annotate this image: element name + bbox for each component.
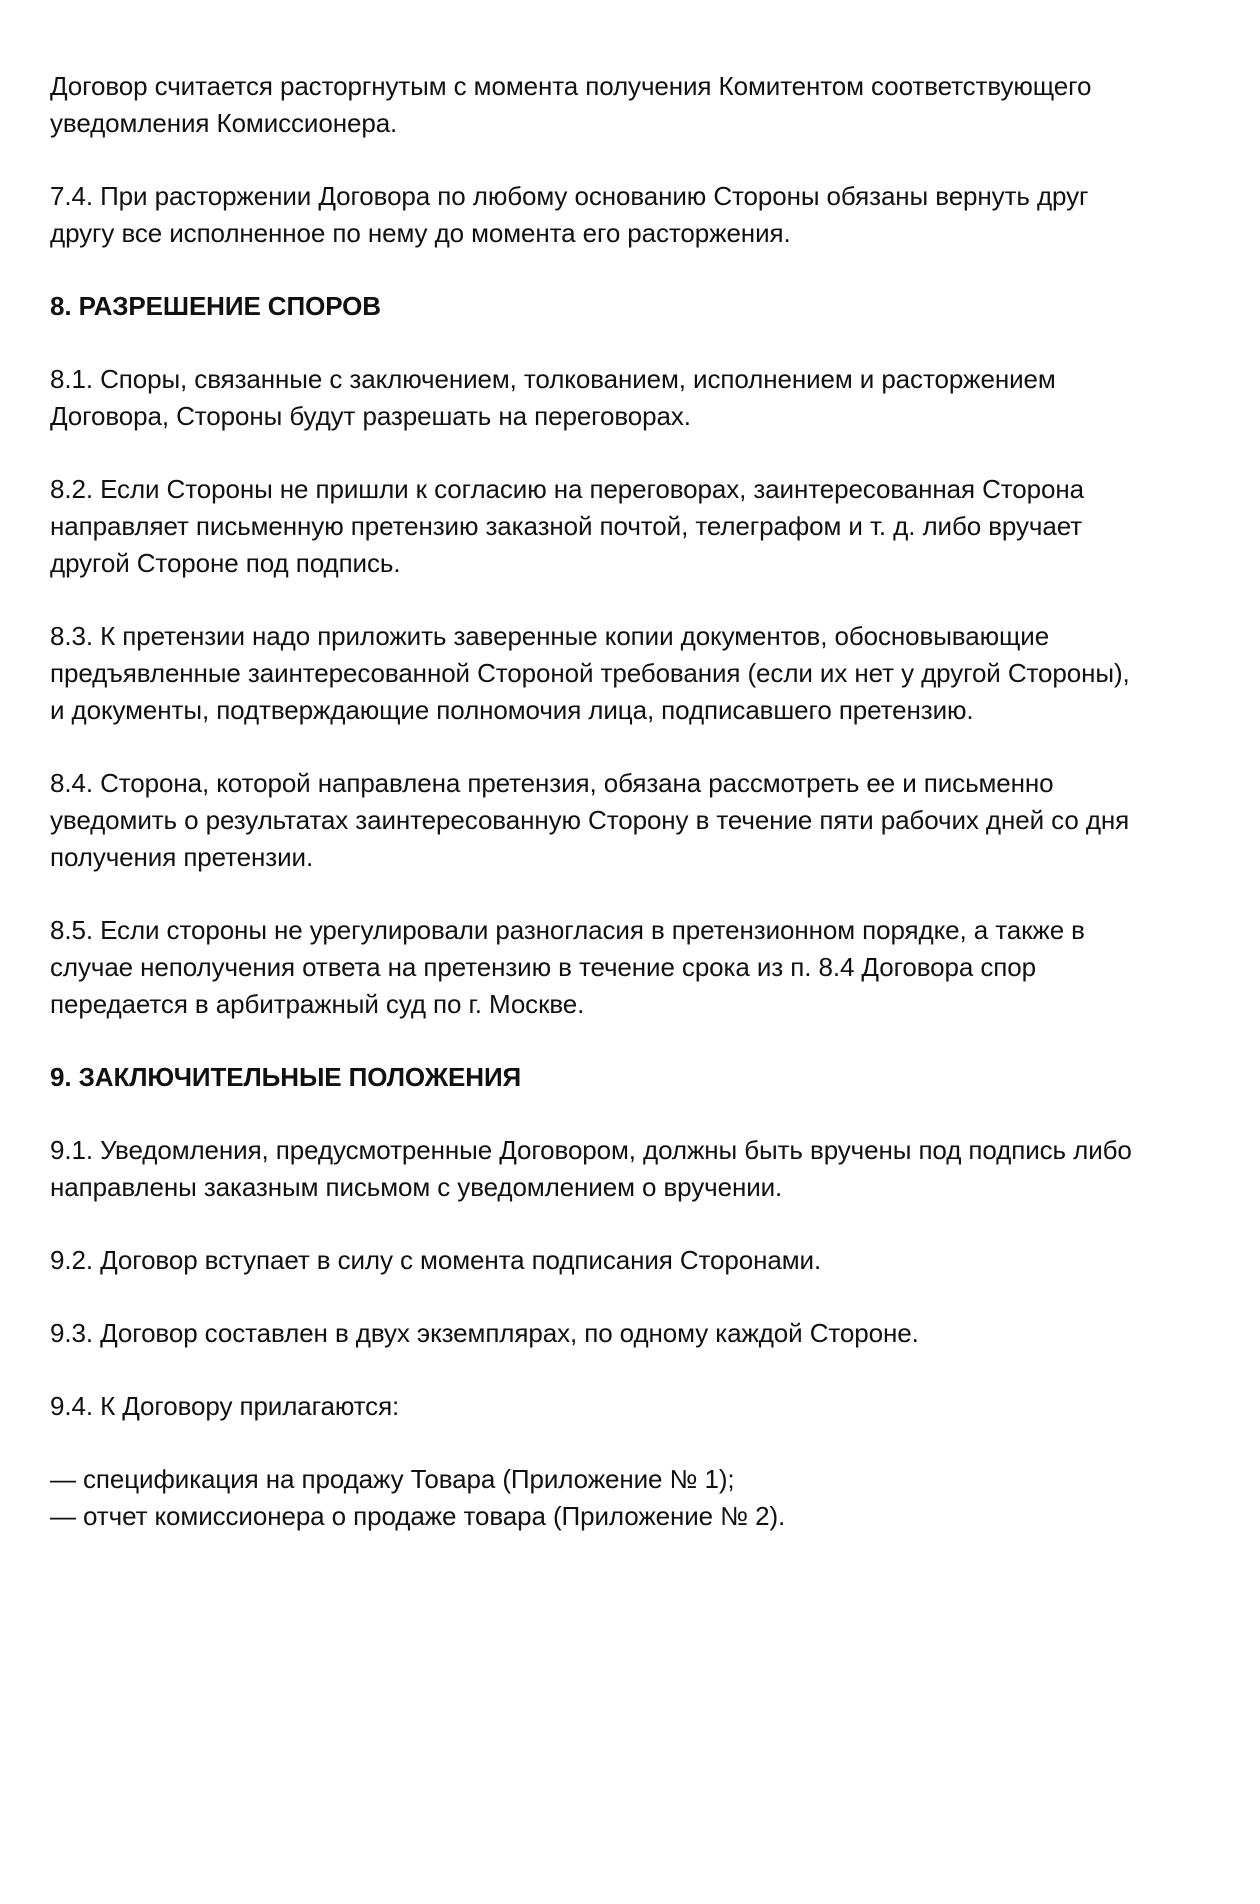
document-body bbox=[50, 68, 1220, 1535]
paragraph-termination-notice: Договор считается расторгнутым с момента получения Комитентом соответствующего уведомления Комиссионера. bbox=[50, 71, 1092, 138]
paragraph-8-3: 8.3. К претензии надо приложить заверенные копии документов, обосновывающие предъявленные заинтересованной Стороной требования (если их нет у другой Стороны), и документы, подтверждающие полномочия лица, подписавшего претензию. bbox=[50, 621, 1130, 725]
attachment-item: — спецификация на продажу Товара (Приложение № 1); bbox=[50, 1464, 735, 1494]
paragraph-8-2: 8.2. Если Стороны не пришли к согласию на переговорах, заинтересованная Сторона направляет письменную претензию заказной почтой, телеграфом и т. д. либо вручает другой Стороне под подпись. bbox=[50, 474, 1085, 578]
section-heading-8: 8. РАЗРЕШЕНИЕ СПОРОВ bbox=[50, 291, 381, 321]
paragraph-7-4: 7.4. При расторжении Договора по любому основанию Стороны обязаны вернуть друг другу все исполненное по нему до момента его расторжения. bbox=[50, 181, 1089, 248]
attachment-item: — отчет комиссионера о продаже товара (Приложение № 2). bbox=[50, 1501, 786, 1531]
paragraph-9-1: 9.1. Уведомления, предусмотренные Договором, должны быть вручены под подпись либо направлены заказным письмом с уведомлением о вручении. bbox=[50, 1135, 1132, 1202]
paragraph-9-2: 9.2. Договор вступает в силу с момента подписания Сторонами. bbox=[50, 1245, 822, 1275]
paragraph-8-1: 8.1. Споры, связанные с заключением, толкованием, исполнением и расторжением Договора, Стороны будут разрешать на переговорах. bbox=[50, 364, 1056, 431]
attachments-list bbox=[50, 1461, 1220, 1535]
section-heading-9: 9. ЗАКЛЮЧИТЕЛЬНЫЕ ПОЛОЖЕНИЯ bbox=[50, 1062, 522, 1092]
paragraph-9-3: 9.3. Договор составлен в двух экземплярах, по одному каждой Стороне. bbox=[50, 1318, 919, 1348]
paragraph-9-4: 9.4. К Договору прилагаются: bbox=[50, 1391, 400, 1421]
paragraph-8-4: 8.4. Сторона, которой направлена претензия, обязана рассмотреть ее и письменно уведомить о результатах заинтересованную Сторону в течение пяти рабочих дней со дня получения претензии. bbox=[50, 768, 1130, 872]
paragraph-8-5: 8.5. Если стороны не урегулировали разногласия в претензионном порядке, а также в случае неполучения ответа на претензию в течение срока из п. 8.4 Договора спор передается в арбитражный суд по г. Москве. bbox=[50, 915, 1085, 1019]
